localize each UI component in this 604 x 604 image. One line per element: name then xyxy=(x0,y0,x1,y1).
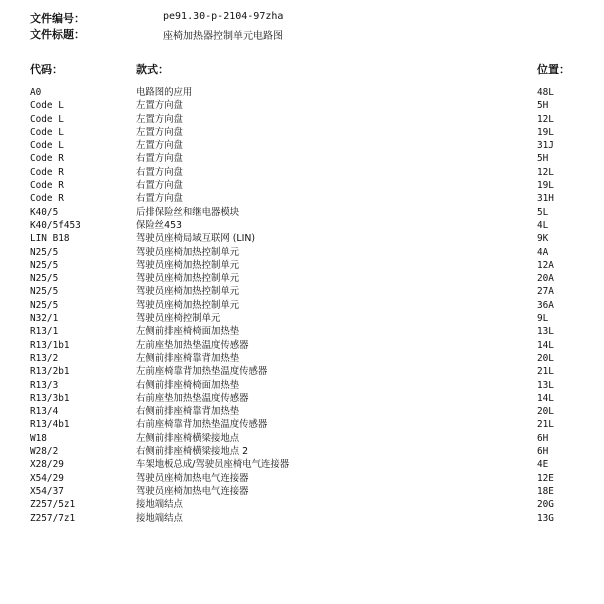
row-code: Code R xyxy=(30,180,64,192)
row-position: 20G xyxy=(537,499,554,511)
row-position: 12E xyxy=(537,472,554,484)
table-row xyxy=(0,392,604,405)
row-code: N25/5 xyxy=(30,246,59,258)
table-row xyxy=(0,325,604,338)
row-position: 14L xyxy=(537,392,554,404)
row-description: 驾驶员座椅加热控制单元 xyxy=(136,259,240,271)
row-description: 右置方向盘 xyxy=(136,153,183,165)
table-row xyxy=(0,139,604,152)
row-description: 驾驶员座椅控制单元 xyxy=(136,313,221,325)
row-code: R13/4 xyxy=(30,406,59,418)
row-code: LIN B18 xyxy=(30,233,70,245)
row-position: 19L xyxy=(537,126,554,138)
table-row xyxy=(0,312,604,325)
row-description: 左侧前排座椅靠背加热垫 xyxy=(136,352,240,364)
row-code: Code L xyxy=(30,113,64,125)
table-row xyxy=(0,99,604,112)
row-position: 20L xyxy=(537,406,554,418)
table-row xyxy=(0,272,604,285)
row-code: Z257/7z1 xyxy=(30,512,76,524)
table-row xyxy=(0,299,604,312)
row-description: 驾驶员座椅局域互联网 (LIN) xyxy=(136,233,256,245)
row-position: 5H xyxy=(537,100,549,112)
row-position: 13G xyxy=(537,512,554,524)
row-position: 9K xyxy=(537,233,549,245)
table-row xyxy=(0,259,604,272)
table-row xyxy=(0,498,604,511)
column-header-description: 款式： xyxy=(136,63,169,76)
table-row xyxy=(0,219,604,232)
row-position: 5L xyxy=(537,206,549,218)
row-description: 右侧前排座椅靠背加热垫 xyxy=(136,406,240,418)
row-code: N25/5 xyxy=(30,273,59,285)
row-description: 右置方向盘 xyxy=(136,166,183,178)
row-code: R13/1b1 xyxy=(30,339,70,351)
row-position: 13L xyxy=(537,326,554,338)
row-position: 4E xyxy=(537,459,549,471)
row-code: N32/1 xyxy=(30,313,59,325)
row-description: 电路图的应用 xyxy=(136,87,193,98)
row-code: N25/5 xyxy=(30,259,59,271)
row-description: 右侧前排座椅椅面加热垫 xyxy=(136,379,240,391)
row-position: 18E xyxy=(537,485,554,497)
row-code: W18 xyxy=(30,432,47,444)
table-row xyxy=(0,445,604,458)
table-row xyxy=(0,192,604,205)
table-row xyxy=(0,432,604,445)
row-code: Z257/5z1 xyxy=(30,499,76,511)
row-position: 12L xyxy=(537,113,554,125)
row-description: 右置方向盘 xyxy=(136,180,183,192)
table-row xyxy=(0,232,604,245)
row-description: 左置方向盘 xyxy=(136,126,183,138)
row-code: N25/5 xyxy=(30,299,59,311)
column-header-position: 位置： xyxy=(537,63,570,76)
row-position: 31H xyxy=(537,193,554,205)
row-description: 驾驶员座椅加热电气连接器 xyxy=(136,485,249,497)
table-row xyxy=(0,405,604,418)
row-position: 36A xyxy=(537,299,554,311)
table-row xyxy=(0,86,604,99)
row-description: 左前座椅靠背加热垫温度传感器 xyxy=(136,366,268,378)
row-code: Code L xyxy=(30,100,64,112)
row-code: R13/3b1 xyxy=(30,392,70,404)
row-description: 保险丝453 xyxy=(136,219,183,231)
table-row xyxy=(0,339,604,352)
row-code: Code R xyxy=(30,193,64,205)
row-description: 左侧前排座椅椅面加热垫 xyxy=(136,326,240,338)
row-description: 驾驶员座椅加热电气连接器 xyxy=(136,472,249,484)
row-description: 右前座椅靠背加热垫温度传感器 xyxy=(136,419,268,431)
doc-number-label: 文件编号： xyxy=(30,12,85,25)
row-code: X28/29 xyxy=(30,459,64,471)
row-description: 左前座垫加热垫温度传感器 xyxy=(136,339,249,351)
row-position: 27A xyxy=(537,286,554,298)
table-row xyxy=(0,166,604,179)
row-description: 驾驶员座椅加热控制单元 xyxy=(136,273,240,285)
row-description: 左置方向盘 xyxy=(136,100,183,112)
table-row xyxy=(0,512,604,525)
row-code: X54/37 xyxy=(30,485,64,497)
row-description: 后排保险丝和继电器模块 xyxy=(136,206,240,218)
row-description: 驾驶员座椅加热控制单元 xyxy=(136,246,240,258)
doc-number-value: pe91.30-p-2104-97zha xyxy=(163,11,284,22)
row-code: Code R xyxy=(30,166,64,178)
row-description: 接地端结点 xyxy=(136,499,183,511)
row-code: R13/4b1 xyxy=(30,419,70,431)
table-row xyxy=(0,206,604,219)
row-position: 20L xyxy=(537,352,554,364)
table-row xyxy=(0,113,604,126)
doc-title-label: 文件标题： xyxy=(30,28,85,41)
row-code: A0 xyxy=(30,87,42,98)
table-row xyxy=(0,472,604,485)
row-position: 48L xyxy=(537,87,554,98)
row-description: 左置方向盘 xyxy=(136,113,183,125)
row-position: 21L xyxy=(537,366,554,378)
table-row xyxy=(0,285,604,298)
row-description: 右前座垫加热垫温度传感器 xyxy=(136,392,249,404)
row-code: R13/1 xyxy=(30,326,59,338)
row-description: 左置方向盘 xyxy=(136,140,183,152)
table-row xyxy=(0,485,604,498)
table-row xyxy=(0,418,604,431)
row-code: Code L xyxy=(30,140,64,152)
row-description: 驾驶员座椅加热控制单元 xyxy=(136,286,240,298)
row-code: Code L xyxy=(30,126,64,138)
row-code: N25/5 xyxy=(30,286,59,298)
doc-title-value: 座椅加热器控制单元电路图 xyxy=(163,31,283,42)
row-code: Code R xyxy=(30,153,64,165)
row-position: 19L xyxy=(537,180,554,192)
table-row xyxy=(0,458,604,471)
row-position: 9L xyxy=(537,313,549,325)
table-row xyxy=(0,365,604,378)
table-row xyxy=(0,246,604,259)
table-row xyxy=(0,152,604,165)
row-description: 接地端结点 xyxy=(136,512,183,524)
table-row xyxy=(0,179,604,192)
table-row xyxy=(0,352,604,365)
row-code: K40/5f453 xyxy=(30,219,81,231)
row-description: 车架地板总成/驾驶员座椅电气连接器 xyxy=(136,459,290,471)
row-position: 20A xyxy=(537,273,554,285)
row-position: 5H xyxy=(537,153,549,165)
row-code: R13/3 xyxy=(30,379,59,391)
row-description: 右置方向盘 xyxy=(136,193,183,205)
row-code: R13/2b1 xyxy=(30,366,70,378)
row-position: 4A xyxy=(537,246,549,258)
legend-table xyxy=(0,86,604,525)
column-header-code: 代码： xyxy=(30,63,63,76)
row-description: 右侧前排座椅横梁接地点 2 xyxy=(136,446,249,458)
row-position: 12A xyxy=(537,259,554,271)
row-code: K40/5 xyxy=(30,206,59,218)
row-position: 14L xyxy=(537,339,554,351)
row-position: 12L xyxy=(537,166,554,178)
row-description: 左侧前排座椅横梁接地点 xyxy=(136,432,240,444)
row-code: W28/2 xyxy=(30,446,59,458)
table-row xyxy=(0,126,604,139)
table-row xyxy=(0,379,604,392)
row-code: R13/2 xyxy=(30,352,59,364)
row-position: 31J xyxy=(537,140,554,152)
row-code: X54/29 xyxy=(30,472,64,484)
row-description: 驾驶员座椅加热控制单元 xyxy=(136,299,240,311)
row-position: 4L xyxy=(537,219,549,231)
row-position: 13L xyxy=(537,379,554,391)
row-position: 6H xyxy=(537,432,549,444)
row-position: 6H xyxy=(537,446,549,458)
row-position: 21L xyxy=(537,419,554,431)
